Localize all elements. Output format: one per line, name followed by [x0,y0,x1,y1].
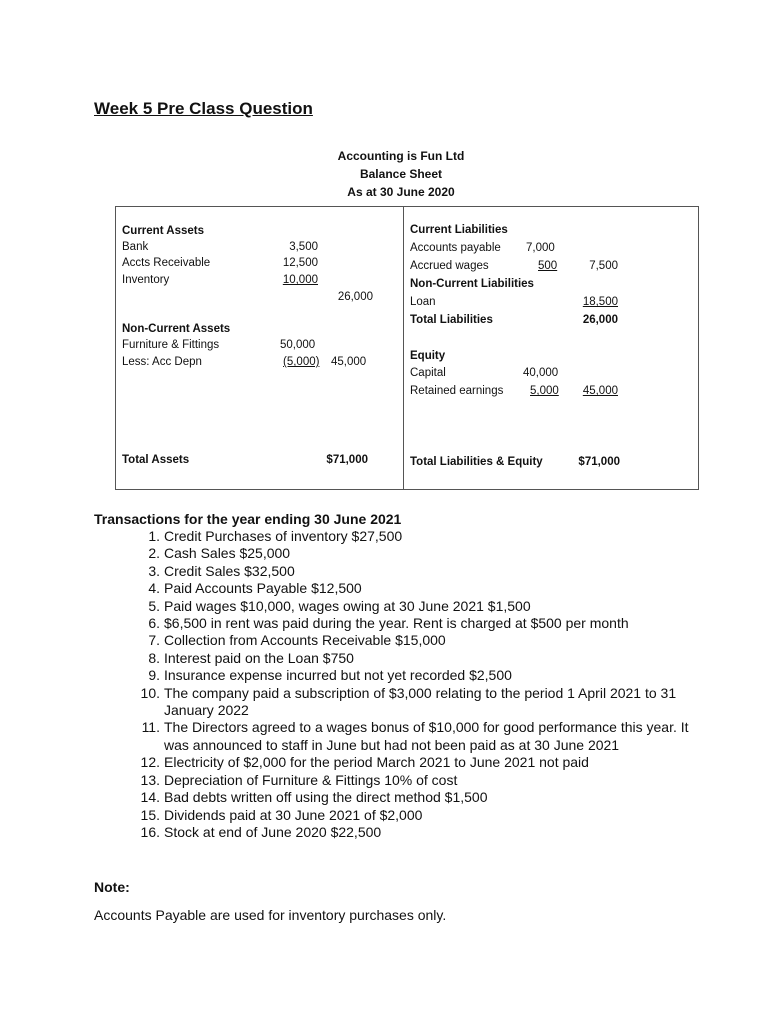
accounts-payable-label: Accounts payable [410,242,501,254]
total-assets-value: $71,000 [326,454,368,466]
accounts-payable-value: 7,000 [526,242,555,254]
accts-receivable-value: 12,500 [282,257,318,269]
current-assets-total: 26,000 [337,291,373,303]
accrued-wages-label: Accrued wages [410,260,489,272]
equity-total: 45,000 [582,385,618,397]
acc-depn-value: (5,000) [283,356,320,368]
total-assets-label: Total Assets [122,454,190,466]
list-item: 8. Interest paid on the Loan $750 [148,649,354,666]
list-item: 10. The company paid a subscription of $3,000 relating to the period 1 April 2021 to 31 January 2022 [140,684,677,719]
accts-receivable-label: Accts Receivable [122,257,211,269]
inventory-label: Inventory [122,274,170,286]
list-item: 3. Credit Sales $32,500 [148,562,295,579]
retained-earnings-label: Retained earnings [410,385,504,397]
list-item: 2. Cash Sales $25,000 [148,545,291,562]
capital-value: 40,000 [523,367,559,379]
bank-value: 3,500 [289,241,318,253]
list-item: 5. Paid wages $10,000, wages owing at 30 June 2021 $1,500 [148,597,531,614]
loan-label: Loan [410,296,436,308]
current-liabilities-total: 7,500 [589,260,618,272]
note-label: Note: [94,879,130,895]
list-item: 7. Collection from Accounts Receivable $15,000 [148,632,446,649]
current-liabilities-heading: Current Liabilities [410,224,508,236]
list-item: 1. Credit Purchases of inventory $27,500 [148,528,403,544]
list-item: 4. Paid Accounts Payable $12,500 [148,580,362,597]
list-item: 9. Insurance expense incurred but not yet recorded $2,500 [148,667,512,684]
total-liabilities-equity-label: Total Liabilities & Equity [410,456,543,468]
transactions-list [140,528,700,841]
page-heading: Week 5 Pre Class Question [94,99,313,118]
note-text: Accounts Payable are used for inventory purchases only. [94,907,447,923]
list-item: 11. The Directors agreed to a wages bonus of $10,000 for good performance this year. It was announced to staff in June but had not been paid as at 30 June 2021 [141,719,689,753]
non-current-assets-heading: Non-Current Assets [122,323,231,335]
balance-sheet-title: Balance Sheet [359,167,443,181]
accrued-wages-value: 500 [538,260,558,272]
furniture-fittings-value: 50,000 [280,339,316,351]
list-item: 12. Electricity of $2,000 for the period March 2021 to June 2021 not paid [140,754,589,771]
balance-sheet-date: As at 30 June 2020 [347,185,455,199]
furniture-fittings-label: Furniture & Fittings [122,339,220,351]
non-current-assets-total: 45,000 [331,356,367,368]
total-liabilities-value: 26,000 [582,314,618,326]
capital-label: Capital [410,367,446,379]
acc-depn-label: Less: Acc Depn [122,356,202,368]
list-item: 15. Dividends paid at 30 June 2021 of $2,000 [140,806,423,823]
list-item: 6. $6,500 in rent was paid during the year. Rent is charged at $500 per month [148,615,629,632]
equity-heading: Equity [410,350,446,362]
total-liabilities-label: Total Liabilities [410,314,493,326]
list-item: 13. Depreciation of Furniture & Fittings 10% of cost [140,771,458,788]
company-name: Accounting is Fun Ltd [337,149,465,163]
current-assets-heading: Current Assets [122,225,205,237]
column-divider [403,207,404,489]
retained-earnings-value: 5,000 [530,385,559,397]
loan-value: 18,500 [582,296,618,308]
list-item: 14. Bad debts written off using the direct method $1,500 [140,789,488,806]
inventory-value: 10,000 [282,274,318,286]
balance-sheet-table [115,206,699,490]
list-item: 16. Stock at end of June 2020 $22,500 [140,823,382,840]
total-liabilities-equity-value: $71,000 [578,456,620,468]
bank-label: Bank [122,241,149,253]
non-current-liabilities-heading: Non-Current Liabilities [410,278,534,290]
transactions-heading: Transactions for the year ending 30 June 2021 [94,511,402,527]
